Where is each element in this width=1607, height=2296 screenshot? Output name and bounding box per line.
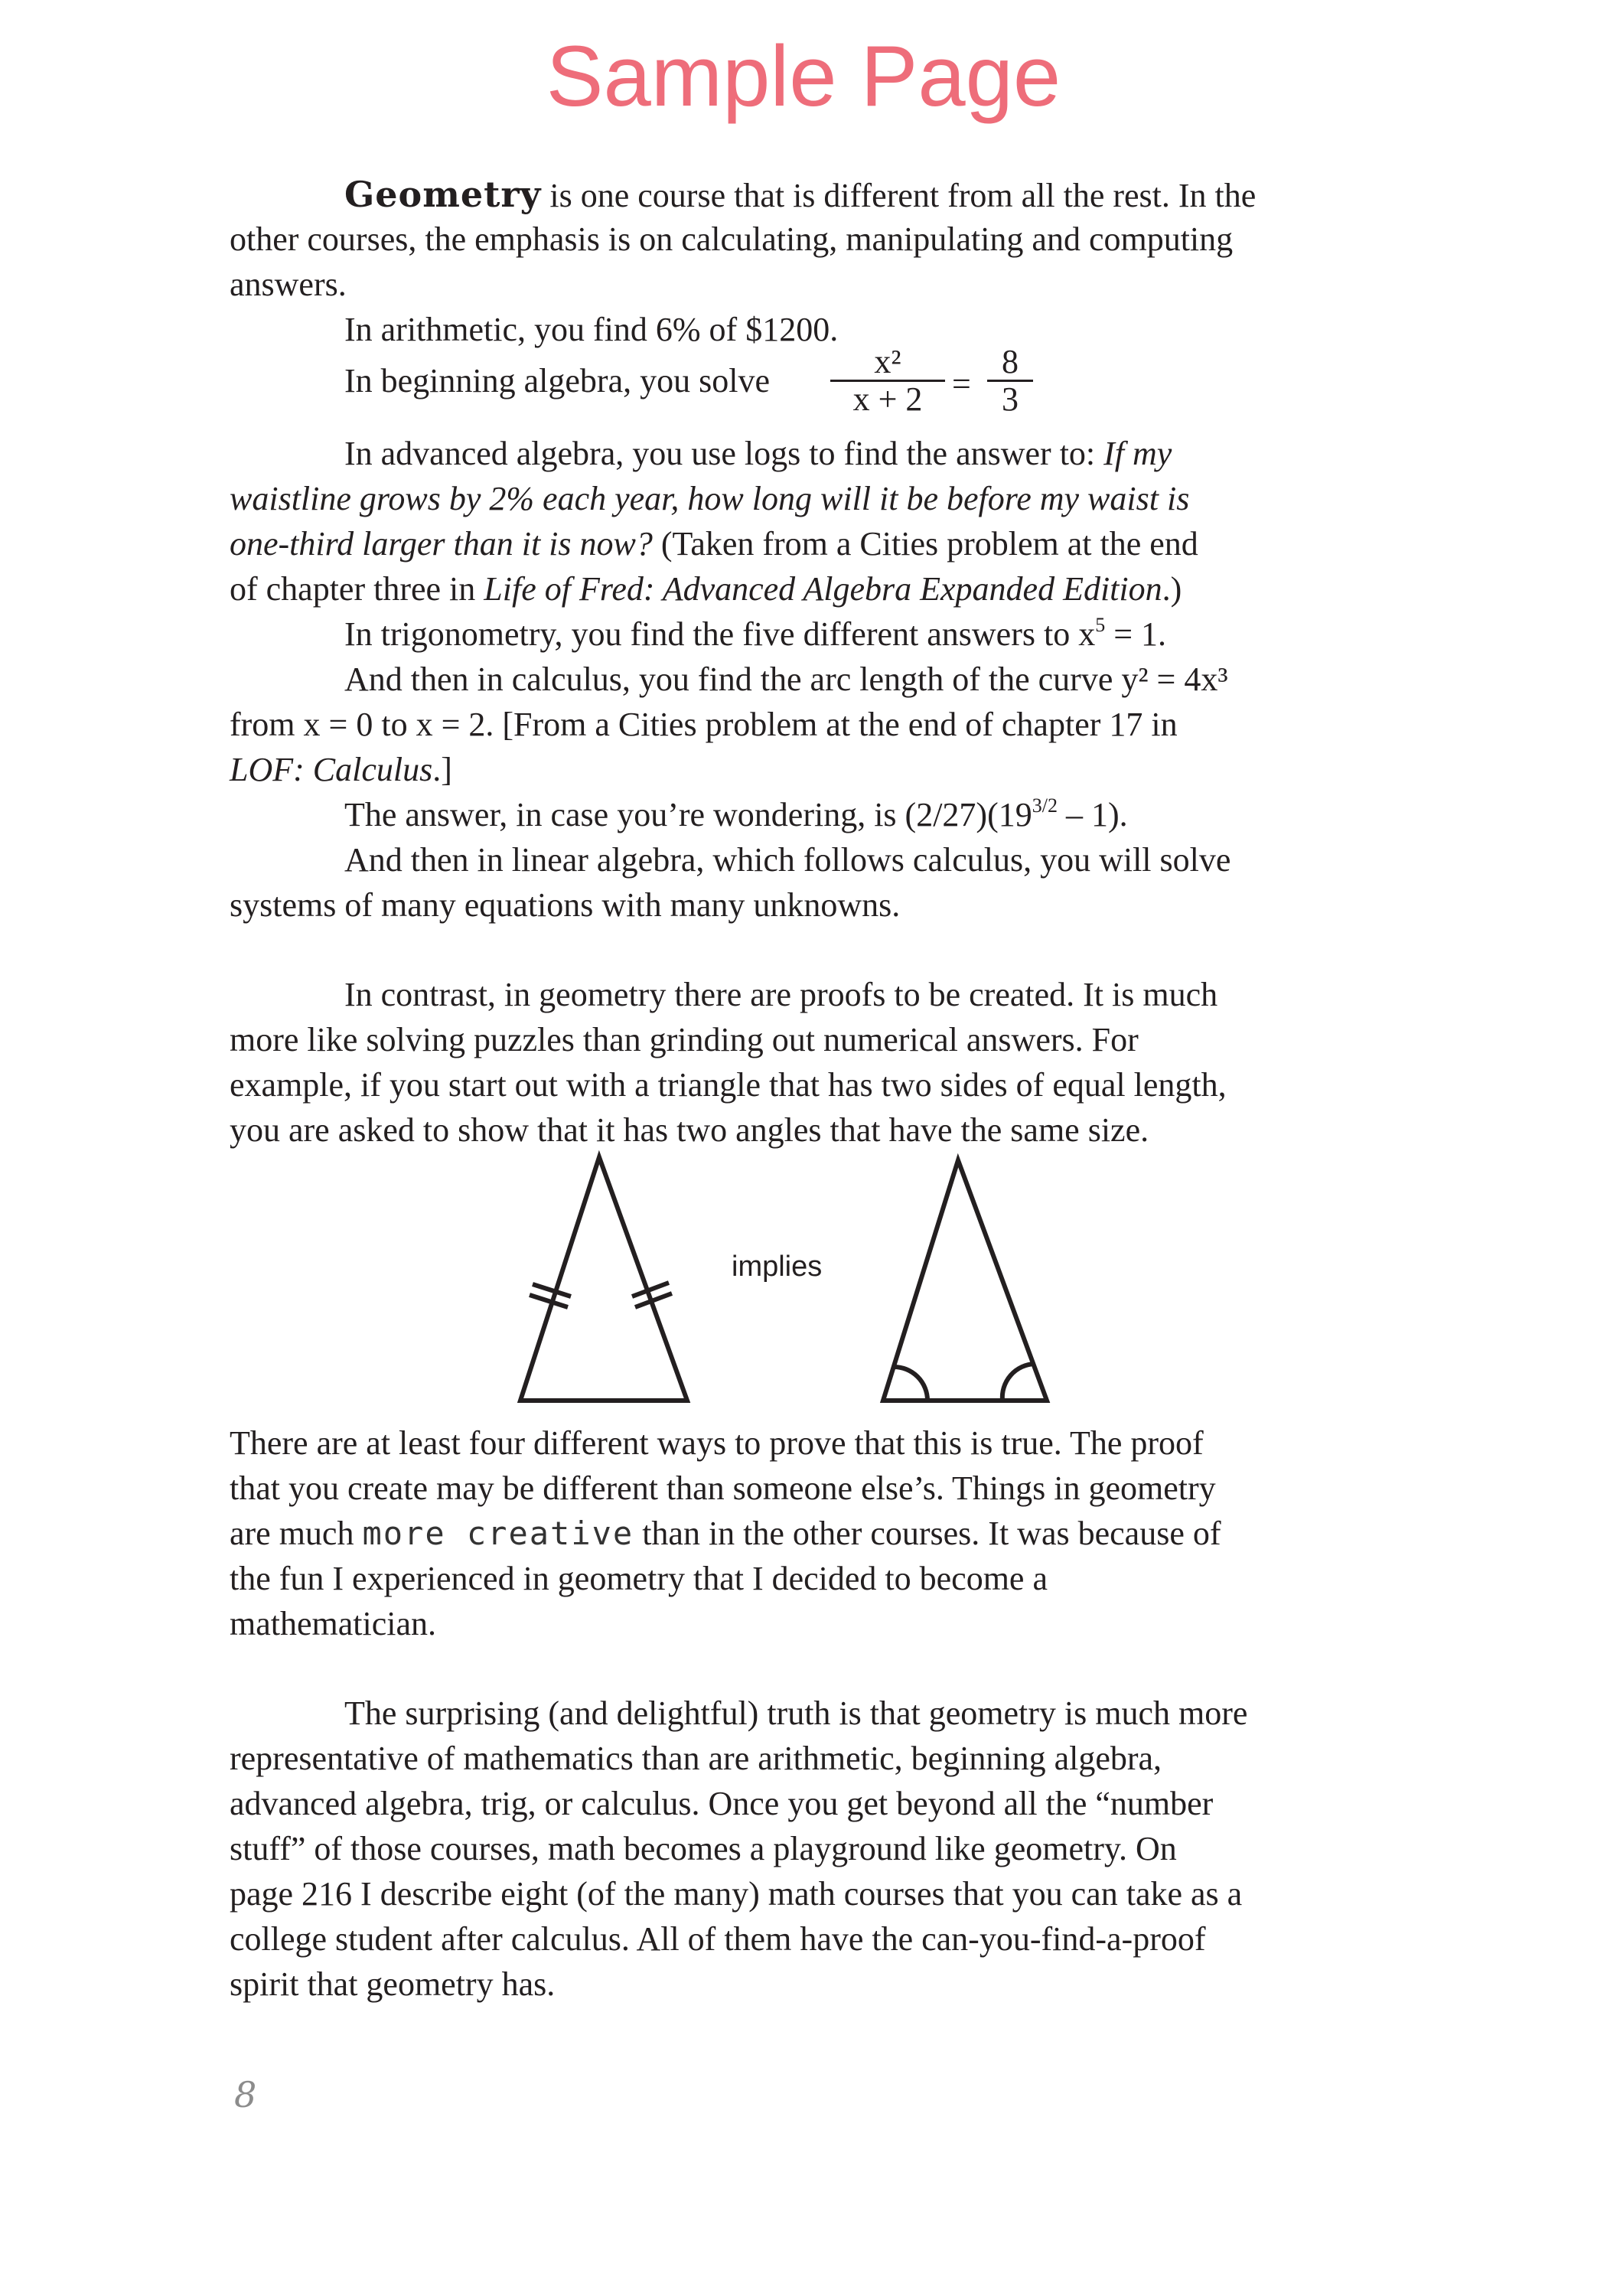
geometry-decorative-word: Geometry xyxy=(344,174,542,215)
algebra-equals: = xyxy=(952,365,971,403)
left-base-angle-arc xyxy=(894,1367,927,1401)
right-base-angle-arc xyxy=(1002,1364,1035,1401)
triangle-equal-sides xyxy=(520,1157,687,1401)
left-triangle xyxy=(520,1157,687,1401)
surprising-line-7: spirit that geometry has. xyxy=(230,1965,556,2003)
algebra-line: In beginning algebra, you solve xyxy=(344,362,770,400)
linear-line-2: systems of many equations with many unknowns. xyxy=(230,886,901,924)
triangle-equal-angles xyxy=(883,1160,1047,1401)
advanced-line-4: of chapter three in Life of Fred: Advanced Algebra Expanded Edition.) xyxy=(230,570,1182,608)
page-number: 8 xyxy=(234,2074,257,2115)
calculus-line-3: LOF: Calculus.] xyxy=(230,751,452,788)
advanced-line-1: In advanced algebra, you use logs to find the answer to: If my xyxy=(344,435,1172,472)
implies-label: implies xyxy=(732,1251,823,1283)
proofs-line-1: There are at least four different ways to prove that this is true. The proof xyxy=(230,1424,1204,1462)
algebra-fraction-right: $\frac{8}{3}$ xyxy=(987,344,1033,417)
proofs-line-4: the fun I experienced in geometry that I decided to become a xyxy=(230,1560,1048,1597)
surprising-line-3: advanced algebra, trig, or calculus. Once you get beyond all the “number xyxy=(230,1785,1214,1822)
proofs-line-2: that you create may be different than someone else’s. Things in geometry xyxy=(230,1469,1216,1507)
surprising-line-6: college student after calculus. All of them have the can-you-find-a-proof xyxy=(230,1920,1206,1958)
intro-line-3: answers. xyxy=(230,266,347,303)
contrast-line-4: you are asked to show that it has two angles that have the same size. xyxy=(230,1111,1149,1149)
proofs-line-3: are much more creative than in the other courses. It was because of xyxy=(230,1515,1221,1552)
contrast-line-1: In contrast, in geometry there are proofs to be created. It is much xyxy=(344,976,1218,1013)
more-creative-handwritten: more creative xyxy=(362,1515,634,1552)
linear-line-1: And then in linear algebra, which follows calculus, you will solve xyxy=(344,841,1231,879)
calculus-line-2: from x = 0 to x = 2. [From a Cities problem at the end of chapter 17 in xyxy=(230,706,1178,743)
triangles-svg xyxy=(505,1148,1087,1424)
sample-page-watermark: Sample Page xyxy=(546,28,1061,124)
left-side-tick-1 xyxy=(533,1284,571,1296)
contrast-line-2: more like solving puzzles than grinding out numerical answers. For xyxy=(230,1021,1139,1058)
contrast-line-3: example, if you start out with a triangle that has two sides of equal length, xyxy=(230,1066,1227,1104)
intro-line-1: Geometry is one course that is different from all the rest. In the xyxy=(344,174,1257,215)
calculus-line-1: And then in calculus, you find the arc length of the curve y² = 4x³ xyxy=(344,660,1228,698)
left-side-tick-2 xyxy=(530,1295,568,1307)
surprising-line-1: The surprising (and delightful) truth is that geometry is much more xyxy=(344,1694,1248,1732)
arithmetic-line: In arithmetic, you find 6% of $1200. xyxy=(344,311,839,348)
trig-line: In trigonometry, you find the five different answers to $x^5 = 1$. xyxy=(344,614,1167,653)
answer-line: The answer, in case you’re wondering, is $(2/27)(19^{3/2} - 1)$. xyxy=(344,794,1128,833)
surprising-line-2: representative of mathematics than are arithmetic, beginning algebra, xyxy=(230,1740,1162,1777)
surprising-line-5: page 216 I describe eight (of the many) math courses that you can take as a xyxy=(230,1875,1243,1913)
algebra-fraction-left: $\frac{\text{x²}}{x + 2}$ xyxy=(830,344,945,417)
intro-line-2: other courses, the emphasis is on calculating, manipulating and computing xyxy=(230,220,1234,258)
advanced-line-3: one-third larger than it is now? (Taken from a Cities problem at the end xyxy=(230,525,1198,563)
advanced-line-2: waistline grows by 2% each year, how long will it be before my waist is xyxy=(230,480,1190,517)
proofs-line-5: mathematician. xyxy=(230,1605,436,1642)
surprising-line-4: stuff” of those courses, math becomes a playground like geometry. On xyxy=(230,1830,1177,1867)
triangle-figure xyxy=(505,1148,1087,1424)
